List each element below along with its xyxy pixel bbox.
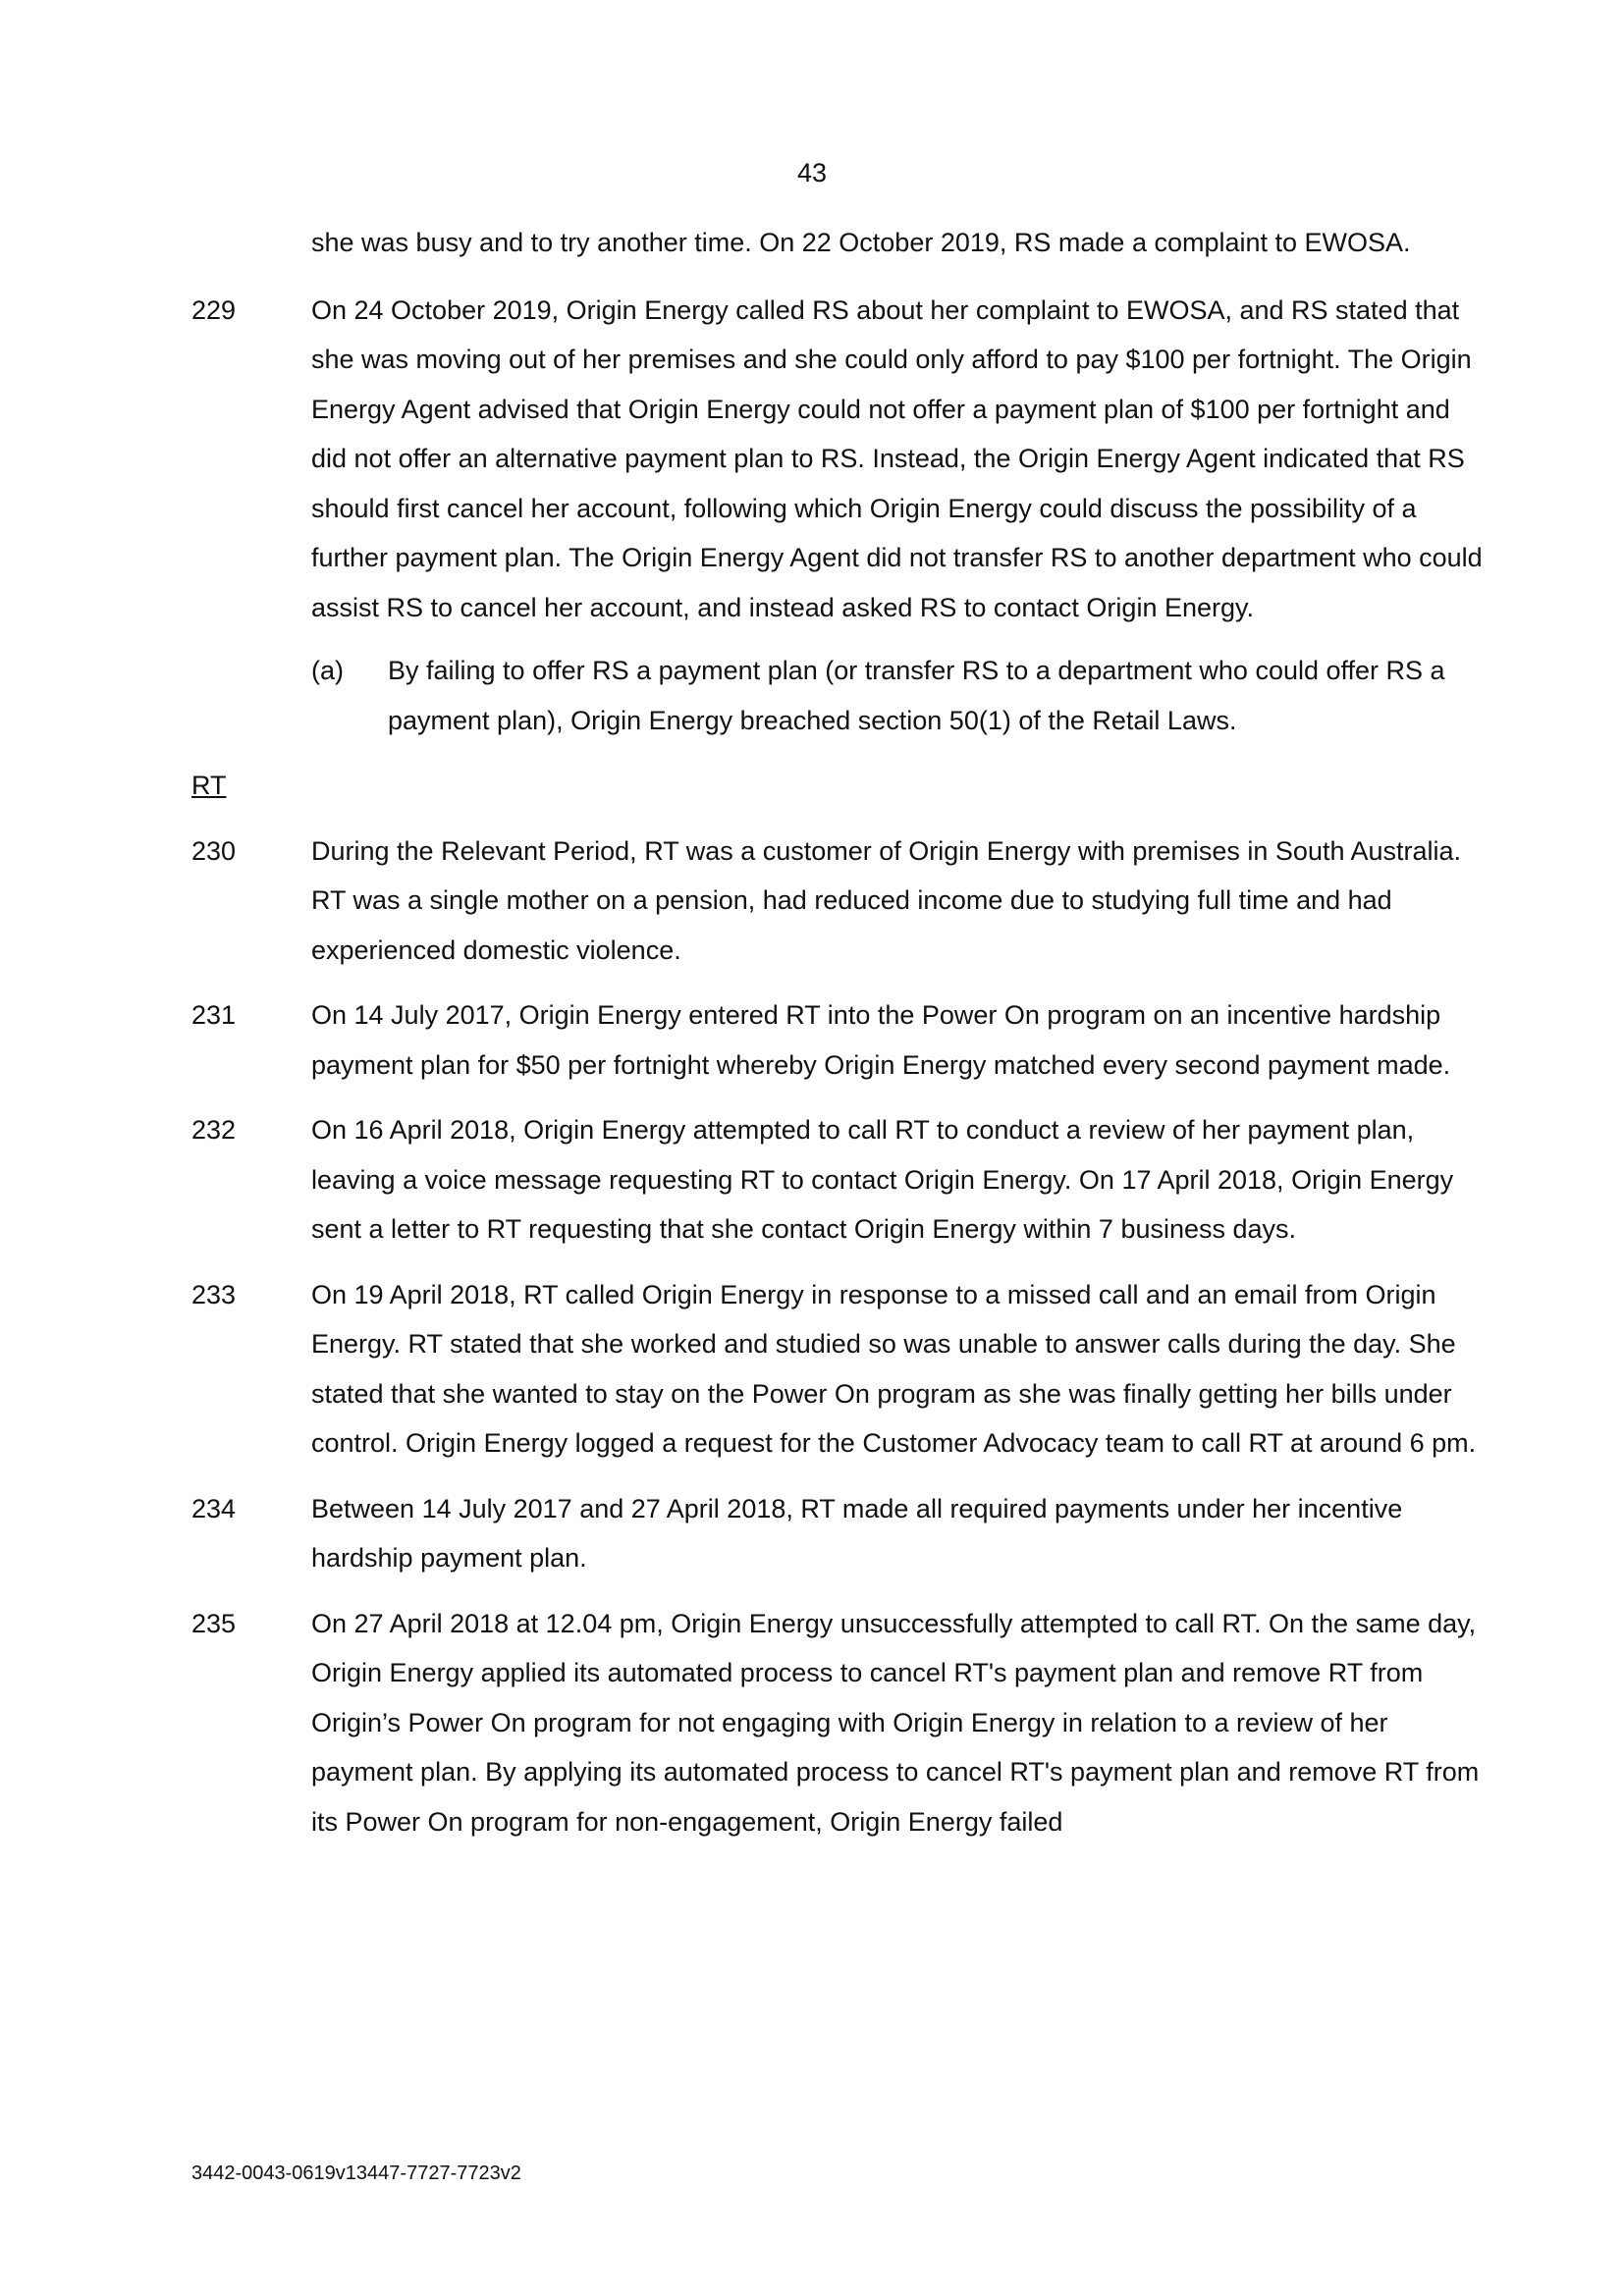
continuation-paragraph [0,218,1624,268]
paragraph-number: 232 [191,1115,237,1145]
paragraph-text: During the Relevant Period, RT was a customer of Origin Energy with premises in South Australia. RT was a single mother on a pension, had reduced income due to studying full time and had experienced domestic violence. [311,835,1462,965]
paragraph-230 [0,827,1624,976]
paragraph-233 [0,1270,1624,1468]
paragraph-number: 234 [191,1493,237,1523]
page-number: 43 [796,158,828,187]
paragraph-text: On 27 April 2018 at 12.04 pm, Origin Energy unsuccessfully attempted to call RT. On the same day, Origin Energy applied its automated process to cancel RT's payment plan and remove RT from Origin’s Power On program for not engaging with Origin Energy in relation to a review of her payment plan. By applying its automated process to cancel RT's payment plan and remove RT from its Power On program for non-engagement, Origin Energy failed [311,1608,1480,1837]
paragraph-number: 230 [191,835,237,866]
paragraph-229 [0,286,1624,633]
document-reference-footer: 3442-0043-0619v13447-7727-7723v2 [191,2163,521,2184]
paragraph-number: 235 [191,1608,237,1638]
paragraph-number: 231 [191,1000,237,1030]
paragraph-text: Between 14 July 2017 and 27 April 2018, RT made all required payments under her incentive hardship payment plan. [311,1493,1403,1573]
document-body [0,218,1624,1846]
paragraph-234 [0,1484,1624,1583]
paragraph-text: she was busy and to try another time. On 22 October 2019, RS made a complaint to EWOSA. [311,228,1411,257]
paragraph-235 [0,1599,1624,1847]
paragraph-text: On 24 October 2019, Origin Energy called RS about her complaint to EWOSA, and RS stated that she was moving out of her premises and she could only afford to pay $100 per fortnight. The Origin Energy Agent advised that Origin Energy could not offer a payment plan of $100 per fortnight and did not offer an alternative payment plan to RS. Instead, the Origin Energy Agent indicated that RS should first cancel her account, following which Origin Energy could discuss the possibility of a further payment plan. The Origin Energy Agent did not transfer RS to another department who could assist RS to cancel her account, and instead asked RS to contact Origin Energy. [311,294,1483,622]
paragraph-text: On 14 July 2017, Origin Energy entered RT into the Power On program on an incentive hardship payment plan for $50 per fortnight whereby Origin Energy matched every second payment made. [311,1000,1451,1080]
paragraph-number: 233 [191,1279,237,1309]
paragraph-231 [0,990,1624,1090]
section-heading-rt: RT [191,771,227,800]
paragraph-number: 229 [191,294,237,325]
subparagraph-a [0,646,1624,745]
paragraph-232 [0,1105,1624,1255]
paragraph-text: On 19 April 2018, RT called Origin Energy in response to a missed call and an email from Origin Energy. RT stated that she worked and studied so was unable to answer calls during the day. She stated that she wanted to stay on the Power On program as she was finally getting her bills under control. Origin Energy logged a request for the Customer Advocacy team to call RT at around 6 pm. [311,1279,1477,1458]
paragraph-text: On 16 April 2018, Origin Energy attempted to call RT to conduct a review of her payment plan, leaving a voice message requesting RT to contact Origin Energy. On 17 April 2018, Origin Energy sent a letter to RT requesting that she contact Origin Energy within 7 business days. [311,1115,1454,1244]
subparagraph-label: (a) [311,656,344,685]
subparagraph-text: By failing to offer RS a payment plan (or transfer RS to a department who could offer RS a payment plan), Origin Energy breached section 50(1) of the Retail Laws. [388,656,1445,735]
